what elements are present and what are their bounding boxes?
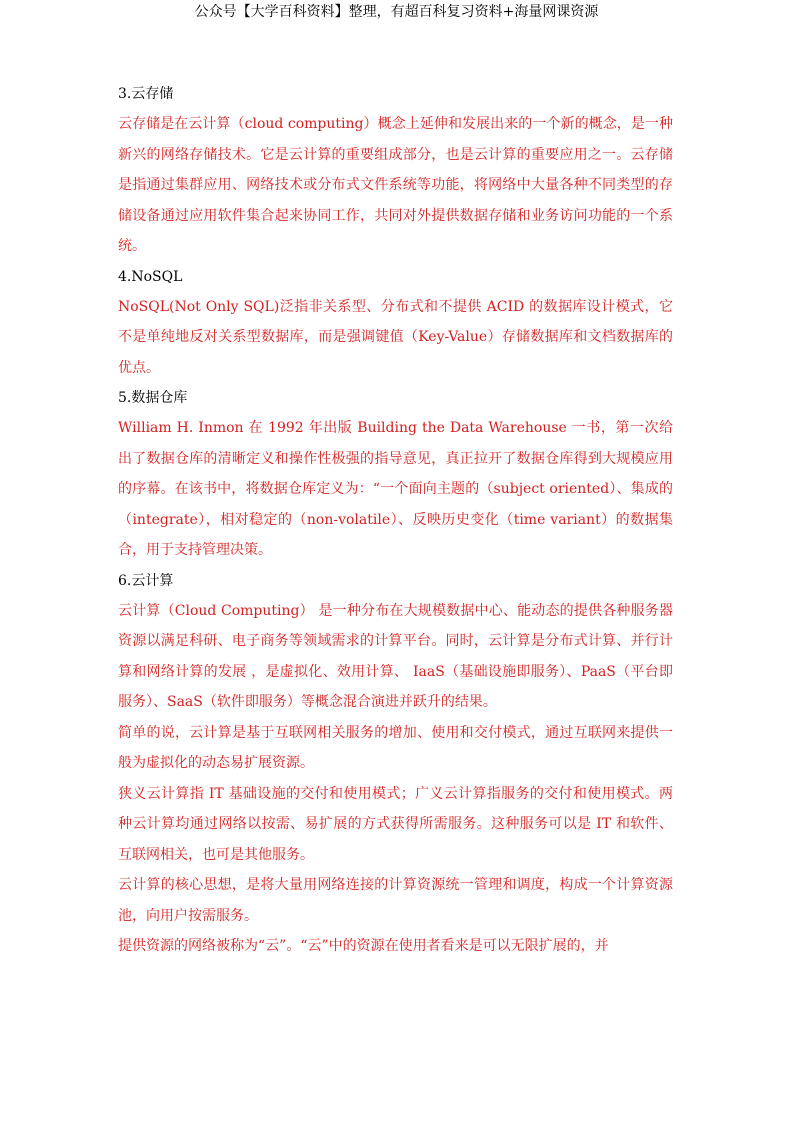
section-data-warehouse <box>118 383 673 566</box>
paragraph: 提供资源的网络被称为“云”。“云”中的资源在使用者看来是可以无限扩展的，并 <box>118 938 609 954</box>
section-cloud-storage <box>118 79 673 262</box>
section-heading: 4.NoSQL <box>118 268 183 285</box>
paragraph: 云存储是在云计算（cloud computing）概念上延伸和发展出来的一个新的概念，是一种新兴的网络存储技术。它是云计算的重要组成部分，也是云计算的重要应用之一。云存储是指通过集群应用、网络技术或分布式文件系统等功能，将网络中大量各种不同类型的存储设备通过应用软件集合起来协同工作，共同对外提供数据存储和业务访问功能的一个系统。 <box>118 116 673 254</box>
document-body <box>118 79 673 962</box>
paragraph: NoSQL(Not Only SQL)泛指非关系型、分布式和不提供 ACID 的数据库设计模式，它不是单纯地反对关系型数据库，而是强调键值（Key-Value）存储数据库和文档数据库的优点。 <box>118 298 673 376</box>
section-heading: 6.云计算 <box>118 572 174 589</box>
section-heading: 5.数据仓库 <box>118 390 188 406</box>
paragraph: 狭义云计算指 IT 基础设施的交付和使用模式；广义云计算指服务的交付和使用模式。两种云计算均通过网络以按需、易扩展的方式获得所需服务。这种服务可以是 IT 和软件、互联网相关，也可是其他服务。 <box>118 785 673 863</box>
page-header: 公众号【大学百科资料】整理，有超百科复习资料+海量网课资源 <box>194 4 599 20</box>
section-nosql <box>118 262 673 384</box>
section-heading: 3.云存储 <box>118 86 174 102</box>
paragraph: 云计算的核心思想，是将大量用网络连接的计算资源统一管理和调度，构成一个计算资源池，向用户按需服务。 <box>118 877 673 924</box>
paragraph: 云计算（Cloud Computing） 是一种分布在大规模数据中心、能动态的提供各种服务器资源以满足科研、电子商务等领域需求的计算平台。同时，云计算是分布式计算、并行计算和网络计算的发展 ，是虚拟化、效用计算、 IaaS（基础设施即服务）、PaaS（平台即服务）、SaaS（软件即服务）等概念混合演进并跃升的结果。 <box>118 602 673 710</box>
paragraph: William H. Inmon 在 1992 年出版 Building the Data Warehouse 一书，第一次给出了数据仓库的清晰定义和操作性极强的指导意见，真正拉开了数据仓库得到大规模应用的序幕。在该书中，将数据仓库定义为：“一个面向主题的（subject oriented）、集成的（integrate），相对稳定的（non-volatile）、反映历史变化（time variant）的数据集合，用于支持管理决策。 <box>118 420 673 558</box>
paragraph: 简单的说，云计算是基于互联网相关服务的增加、使用和交付模式，通过互联网来提供一般为虚拟化的动态易扩展资源。 <box>118 724 673 771</box>
section-cloud-computing <box>118 566 673 962</box>
